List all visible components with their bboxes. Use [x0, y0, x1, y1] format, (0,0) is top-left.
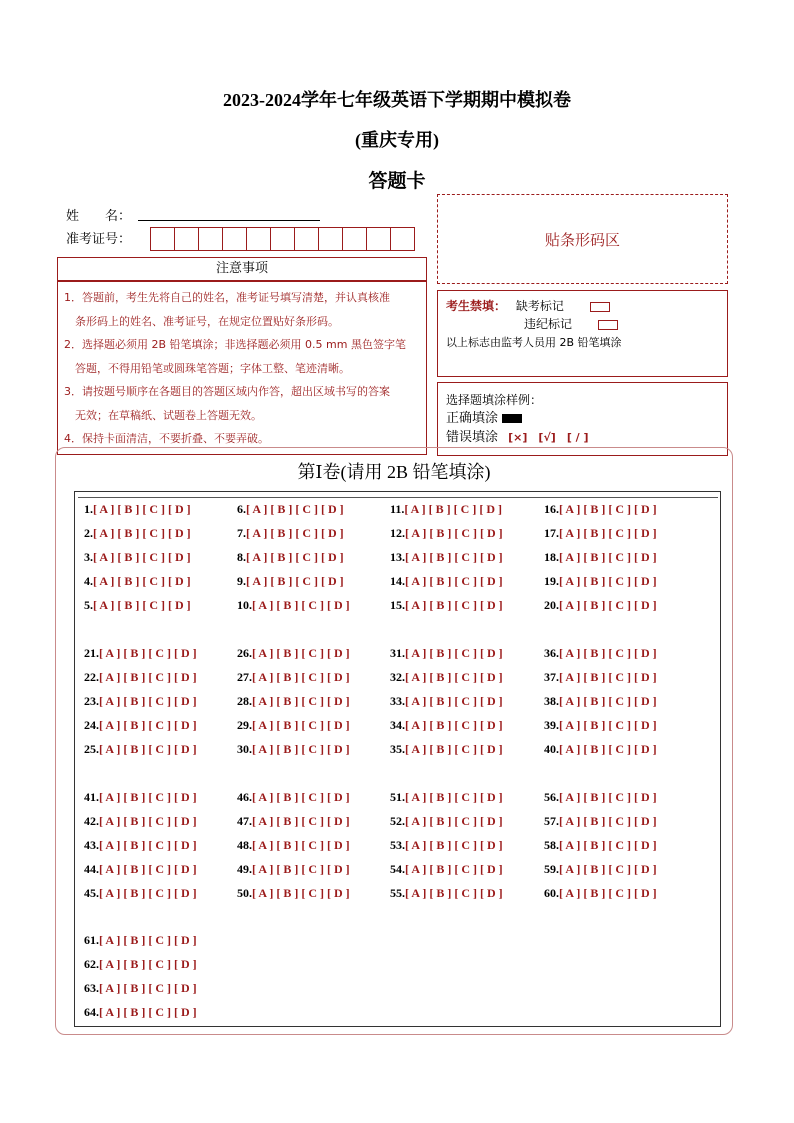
question-row[interactable]	[390, 814, 503, 829]
exam-id-label: 准考证号：	[66, 232, 132, 247]
answer-card-title: 答题卡	[368, 171, 426, 192]
answer-options[interactable]: [ A ] [ B ] [ C ] [ D ]	[559, 646, 657, 660]
question-number: 27.	[237, 670, 252, 684]
correct-fill-label: 正确填涂	[446, 411, 499, 426]
answer-options[interactable]: [ A ] [ B ] [ C ] [ D ]	[246, 502, 344, 516]
question-row[interactable]	[84, 718, 197, 733]
answer-options[interactable]: [ A ] [ B ] [ C ] [ D ]	[559, 670, 657, 684]
question-number: 18.	[544, 550, 559, 564]
question-row[interactable]	[84, 502, 191, 517]
question-number: 62.	[84, 957, 99, 971]
question-number: 40.	[544, 742, 559, 756]
question-row[interactable]	[390, 790, 503, 805]
answer-options[interactable]: [ A ] [ B ] [ C ] [ D ]	[99, 981, 197, 995]
question-number: 26.	[237, 646, 252, 660]
exam-id-box[interactable]	[174, 227, 199, 251]
question-number: 61.	[84, 933, 99, 947]
question-row[interactable]	[237, 790, 350, 805]
question-row[interactable]	[544, 790, 657, 805]
question-number: 45.	[84, 886, 99, 900]
notice-item: 条形码上的姓名、准考证号，在规定位置贴好条形码。	[64, 314, 339, 328]
exam-id-boxes[interactable]	[150, 227, 414, 251]
question-row[interactable]	[237, 502, 344, 517]
question-number: 15.	[390, 598, 405, 612]
question-number: 44.	[84, 862, 99, 876]
question-row[interactable]	[84, 1005, 197, 1020]
exam-id-box[interactable]	[390, 227, 415, 251]
answer-options[interactable]: [ A ] [ B ] [ C ] [ D ]	[559, 526, 657, 540]
question-number: 39.	[544, 718, 559, 732]
answer-options[interactable]: [ A ] [ B ] [ C ] [ D ]	[559, 862, 657, 876]
exam-id-box[interactable]	[246, 227, 271, 251]
question-row[interactable]	[84, 550, 191, 565]
exam-id-box[interactable]	[198, 227, 223, 251]
answer-options[interactable]: [ A ] [ B ] [ C ] [ D ]	[559, 550, 657, 564]
question-number: 12.	[390, 526, 405, 540]
question-number: 8.	[237, 550, 246, 564]
absence-label: 考生禁填：	[446, 299, 507, 313]
question-row[interactable]	[84, 814, 197, 829]
question-row[interactable]	[390, 574, 503, 589]
question-number: 17.	[544, 526, 559, 540]
answer-options[interactable]: [ A ] [ B ] [ C ] [ D ]	[252, 862, 350, 876]
question-row[interactable]	[237, 838, 350, 853]
question-row[interactable]	[237, 646, 350, 661]
answer-options[interactable]: [ A ] [ B ] [ C ] [ D ]	[405, 838, 503, 852]
answer-options[interactable]: [ A ] [ B ] [ C ] [ D ]	[99, 1005, 197, 1019]
exam-id-box[interactable]	[318, 227, 343, 251]
filled-mark-sample	[502, 414, 522, 423]
answer-options[interactable]: [ A ] [ B ] [ C ] [ D ]	[405, 886, 503, 900]
answer-options[interactable]: [ A ] [ B ] [ C ] [ D ]	[99, 957, 197, 971]
question-number: 56.	[544, 790, 559, 804]
answer-options[interactable]: [ A ] [ B ] [ C ] [ D ]	[405, 742, 503, 756]
answer-options[interactable]: [ A ] [ B ] [ C ] [ D ]	[99, 646, 197, 660]
answer-options[interactable]: [ A ] [ B ] [ C ] [ D ]	[252, 670, 350, 684]
answer-options[interactable]: [ A ] [ B ] [ C ] [ D ]	[252, 814, 350, 828]
answer-options[interactable]: [ A ] [ B ] [ C ] [ D ]	[99, 790, 197, 804]
question-row[interactable]	[390, 838, 503, 853]
question-row[interactable]	[237, 862, 350, 877]
exam-id-box[interactable]	[342, 227, 367, 251]
violation-mark-label: 违纪标记	[524, 317, 573, 331]
question-row[interactable]	[544, 718, 657, 733]
question-row[interactable]	[84, 862, 197, 877]
answer-options[interactable]: [ A ] [ B ] [ C ] [ D ]	[93, 598, 191, 612]
question-number: 9.	[237, 574, 246, 588]
notice-item: 无效；在草稿纸、试题卷上答题无效。	[64, 408, 262, 422]
question-row[interactable]	[544, 550, 657, 565]
notice-item: 4．保持卡面清洁，不要折叠、不要弄破。	[64, 432, 269, 445]
exam-id-box[interactable]	[222, 227, 247, 251]
answer-options[interactable]: [ A ] [ B ] [ C ] [ D ]	[99, 814, 197, 828]
question-number: 42.	[84, 814, 99, 828]
answer-options[interactable]: [ A ] [ B ] [ C ] [ D ]	[559, 502, 657, 516]
answer-options[interactable]: [ A ] [ B ] [ C ] [ D ]	[99, 838, 197, 852]
question-row[interactable]	[84, 646, 197, 661]
question-row[interactable]	[84, 790, 197, 805]
question-number: 24.	[84, 718, 99, 732]
question-number: 30.	[237, 742, 252, 756]
answer-options[interactable]: [ A ] [ B ] [ C ] [ D ]	[252, 838, 350, 852]
question-number: 11.	[390, 502, 405, 516]
question-row[interactable]	[84, 742, 197, 757]
question-number: 32.	[390, 670, 405, 684]
answer-options[interactable]: [ A ] [ B ] [ C ] [ D ]	[99, 933, 197, 947]
question-row[interactable]	[84, 886, 197, 901]
answer-options[interactable]: [ A ] [ B ] [ C ] [ D ]	[405, 862, 503, 876]
question-row[interactable]	[544, 670, 657, 685]
question-number: 20.	[544, 598, 559, 612]
question-number: 2.	[84, 526, 93, 540]
question-row[interactable]	[390, 646, 503, 661]
question-number: 31.	[390, 646, 405, 660]
question-number: 36.	[544, 646, 559, 660]
name-label: 姓 名：	[66, 209, 132, 224]
name-input-line[interactable]	[138, 219, 320, 221]
notice-header: 注意事项	[57, 257, 427, 281]
question-number: 25.	[84, 742, 99, 756]
question-row[interactable]	[544, 862, 657, 877]
answer-options[interactable]: [ A ] [ B ] [ C ] [ D ]	[246, 574, 344, 588]
question-row[interactable]	[544, 694, 657, 709]
answer-options[interactable]: [ A ] [ B ] [ C ] [ D ]	[99, 718, 197, 732]
question-number: 43.	[84, 838, 99, 852]
exam-id-box[interactable]	[150, 227, 175, 251]
barcode-area: 贴条形码区	[437, 194, 728, 284]
question-number: 38.	[544, 694, 559, 708]
answer-options[interactable]: [ A ] [ B ] [ C ] [ D ]	[93, 526, 191, 540]
answer-options[interactable]: [ A ] [ B ] [ C ] [ D ]	[405, 694, 503, 708]
answer-options[interactable]: [ A ] [ B ] [ C ] [ D ]	[559, 790, 657, 804]
question-number: 52.	[390, 814, 405, 828]
question-row[interactable]	[237, 718, 350, 733]
question-number: 46.	[237, 790, 252, 804]
question-row[interactable]	[84, 981, 197, 996]
answer-options[interactable]: [ A ] [ B ] [ C ] [ D ]	[405, 718, 503, 732]
exam-title: 2023-2024学年七年级英语下学期期中模拟卷	[223, 90, 571, 110]
fill-sample-box	[437, 382, 728, 456]
question-number: 23.	[84, 694, 99, 708]
question-row[interactable]	[390, 718, 503, 733]
answer-options[interactable]: [ A ] [ B ] [ C ] [ D ]	[246, 550, 344, 564]
question-row[interactable]	[544, 838, 657, 853]
answer-options[interactable]: [ A ] [ B ] [ C ] [ D ]	[405, 550, 503, 564]
answer-options[interactable]: [ A ] [ B ] [ C ] [ D ]	[559, 718, 657, 732]
question-number: 41.	[84, 790, 99, 804]
wrong-fill-label: 错误填涂	[446, 430, 499, 445]
question-number: 50.	[237, 886, 252, 900]
question-number: 51.	[390, 790, 405, 804]
question-row[interactable]	[390, 862, 503, 877]
question-row[interactable]	[390, 742, 503, 757]
question-row[interactable]	[544, 502, 657, 517]
question-number: 5.	[84, 598, 93, 612]
question-row[interactable]	[237, 886, 350, 901]
answer-options[interactable]: [ A ] [ B ] [ C ] [ D ]	[252, 718, 350, 732]
answer-options[interactable]: [ A ] [ B ] [ C ] [ D ]	[252, 742, 350, 756]
question-row[interactable]	[84, 838, 197, 853]
question-row[interactable]	[544, 574, 657, 589]
question-row[interactable]	[84, 598, 191, 613]
question-row[interactable]	[84, 574, 191, 589]
question-row[interactable]	[237, 550, 344, 565]
answer-options[interactable]: [ A ] [ B ] [ C ] [ D ]	[559, 694, 657, 708]
question-number: 48.	[237, 838, 252, 852]
question-row[interactable]	[390, 502, 502, 517]
question-number: 53.	[390, 838, 405, 852]
exam-subtitle: (重庆专用)	[355, 130, 439, 150]
question-number: 22.	[84, 670, 99, 684]
absent-mark-box[interactable]	[590, 302, 610, 312]
question-number: 49.	[237, 862, 252, 876]
question-number: 7.	[237, 526, 246, 540]
answer-options[interactable]: [ A ] [ B ] [ C ] [ D ]	[99, 694, 197, 708]
question-row[interactable]	[237, 598, 350, 613]
question-number: 63.	[84, 981, 99, 995]
answer-options[interactable]: [ A ] [ B ] [ C ] [ D ]	[93, 502, 191, 516]
question-number: 58.	[544, 838, 559, 852]
question-row[interactable]	[237, 526, 344, 541]
answer-options[interactable]: [ A ] [ B ] [ C ] [ D ]	[405, 790, 503, 804]
question-number: 28.	[237, 694, 252, 708]
question-row[interactable]	[390, 550, 503, 565]
question-number: 13.	[390, 550, 405, 564]
question-number: 55.	[390, 886, 405, 900]
answer-options[interactable]: [ A ] [ B ] [ C ] [ D ]	[99, 742, 197, 756]
answer-options[interactable]: [ A ] [ B ] [ C ] [ D ]	[99, 886, 197, 900]
question-row[interactable]	[390, 526, 503, 541]
question-number: 1.	[84, 502, 93, 516]
answer-options[interactable]: [ A ] [ B ] [ C ] [ D ]	[252, 598, 350, 612]
grid-divider	[78, 497, 718, 498]
question-row[interactable]	[237, 670, 350, 685]
answer-options[interactable]: [ A ] [ B ] [ C ] [ D ]	[405, 670, 503, 684]
question-number: 33.	[390, 694, 405, 708]
question-number: 10.	[237, 598, 252, 612]
answer-options[interactable]: [ A ] [ B ] [ C ] [ D ]	[559, 886, 657, 900]
notice-item: 答题，不得用铅笔或圆珠笔答题；字体工整、笔迹清晰。	[64, 361, 350, 375]
answer-options[interactable]: [ A ] [ B ] [ C ] [ D ]	[405, 574, 503, 588]
notice-item: 1．答题前，考生先将自己的姓名，准考证号填写清楚，并认真核准	[64, 291, 390, 304]
answer-options[interactable]: [ A ] [ B ] [ C ] [ D ]	[559, 574, 657, 588]
question-number: 35.	[390, 742, 405, 756]
question-number: 6.	[237, 502, 246, 516]
question-number: 3.	[84, 550, 93, 564]
question-row[interactable]	[84, 670, 197, 685]
answer-options[interactable]: [ A ] [ B ] [ C ] [ D ]	[93, 550, 191, 564]
answer-options[interactable]: [ A ] [ B ] [ C ] [ D ]	[405, 814, 503, 828]
answer-options[interactable]: [ A ] [ B ] [ C ] [ D ]	[99, 862, 197, 876]
notice-body	[57, 281, 427, 455]
violation-mark-box[interactable]	[598, 320, 618, 330]
answer-options[interactable]: [ A ] [ B ] [ C ] [ D ]	[559, 742, 657, 756]
question-number: 59.	[544, 862, 559, 876]
question-row[interactable]	[390, 694, 503, 709]
answer-options[interactable]: [ A ] [ B ] [ C ] [ D ]	[405, 598, 503, 612]
question-row[interactable]	[390, 598, 503, 613]
exam-id-box[interactable]	[366, 227, 391, 251]
answer-options[interactable]: [ A ] [ B ] [ C ] [ D ]	[252, 694, 350, 708]
answer-options[interactable]: [ A ] [ B ] [ C ] [ D ]	[405, 646, 503, 660]
question-number: 16.	[544, 502, 559, 516]
question-number: 29.	[237, 718, 252, 732]
question-row[interactable]	[544, 742, 657, 757]
answer-options[interactable]: [ A ] [ B ] [ C ] [ D ]	[252, 646, 350, 660]
question-row[interactable]	[544, 598, 657, 613]
answer-options[interactable]: [ A ] [ B ] [ C ] [ D ]	[99, 670, 197, 684]
question-row[interactable]	[237, 742, 350, 757]
notice-item: 2．选择题必须用 2B 铅笔填涂；非选择题必须用 0.5 mm 黑色签字笔	[64, 338, 406, 351]
answer-options[interactable]: [ A ] [ B ] [ C ] [ D ]	[252, 790, 350, 804]
question-number: 19.	[544, 574, 559, 588]
answer-options[interactable]: [ A ] [ B ] [ C ] [ D ]	[93, 574, 191, 588]
question-number: 64.	[84, 1005, 99, 1019]
question-number: 47.	[237, 814, 252, 828]
exam-id-box[interactable]	[270, 227, 295, 251]
exam-id-box[interactable]	[294, 227, 319, 251]
question-row[interactable]	[237, 694, 350, 709]
question-row[interactable]	[84, 526, 191, 541]
question-row[interactable]	[237, 574, 344, 589]
question-row[interactable]	[390, 670, 503, 685]
question-row[interactable]	[544, 526, 657, 541]
section-title: 第Ⅰ卷(请用 2B 铅笔填涂)	[297, 462, 491, 482]
question-row[interactable]	[544, 886, 657, 901]
question-row[interactable]	[544, 814, 657, 829]
answer-options[interactable]: [ A ] [ B ] [ C ] [ D ]	[246, 526, 344, 540]
question-row[interactable]	[237, 814, 350, 829]
answer-options[interactable]: [ A ] [ B ] [ C ] [ D ]	[404, 502, 502, 516]
wrong-marks-sample: [×] [√] [ / ]	[508, 431, 589, 444]
question-number: 14.	[390, 574, 405, 588]
answer-options[interactable]: [ A ] [ B ] [ C ] [ D ]	[252, 886, 350, 900]
question-row[interactable]	[84, 957, 197, 972]
absent-mark-label: 缺考标记	[515, 299, 564, 313]
question-number: 37.	[544, 670, 559, 684]
question-row[interactable]	[84, 694, 197, 709]
sample-title: 选择题填涂样例：	[446, 393, 543, 407]
question-row[interactable]	[390, 886, 503, 901]
question-number: 54.	[390, 862, 405, 876]
question-number: 57.	[544, 814, 559, 828]
question-number: 60.	[544, 886, 559, 900]
question-number: 34.	[390, 718, 405, 732]
notice-item: 3．请按题号顺序在各题目的答题区域内作答，超出区域书写的答案	[64, 385, 390, 398]
answer-options[interactable]: [ A ] [ B ] [ C ] [ D ]	[405, 526, 503, 540]
question-row[interactable]	[544, 646, 657, 661]
answer-options[interactable]: [ A ] [ B ] [ C ] [ D ]	[559, 598, 657, 612]
question-row[interactable]	[84, 933, 197, 948]
absence-box	[437, 290, 728, 377]
answer-options[interactable]: [ A ] [ B ] [ C ] [ D ]	[559, 814, 657, 828]
question-number: 4.	[84, 574, 93, 588]
question-number: 21.	[84, 646, 99, 660]
answer-options[interactable]: [ A ] [ B ] [ C ] [ D ]	[559, 838, 657, 852]
absence-note: 以上标志由监考人员用 2B 铅笔填涂	[446, 336, 622, 349]
